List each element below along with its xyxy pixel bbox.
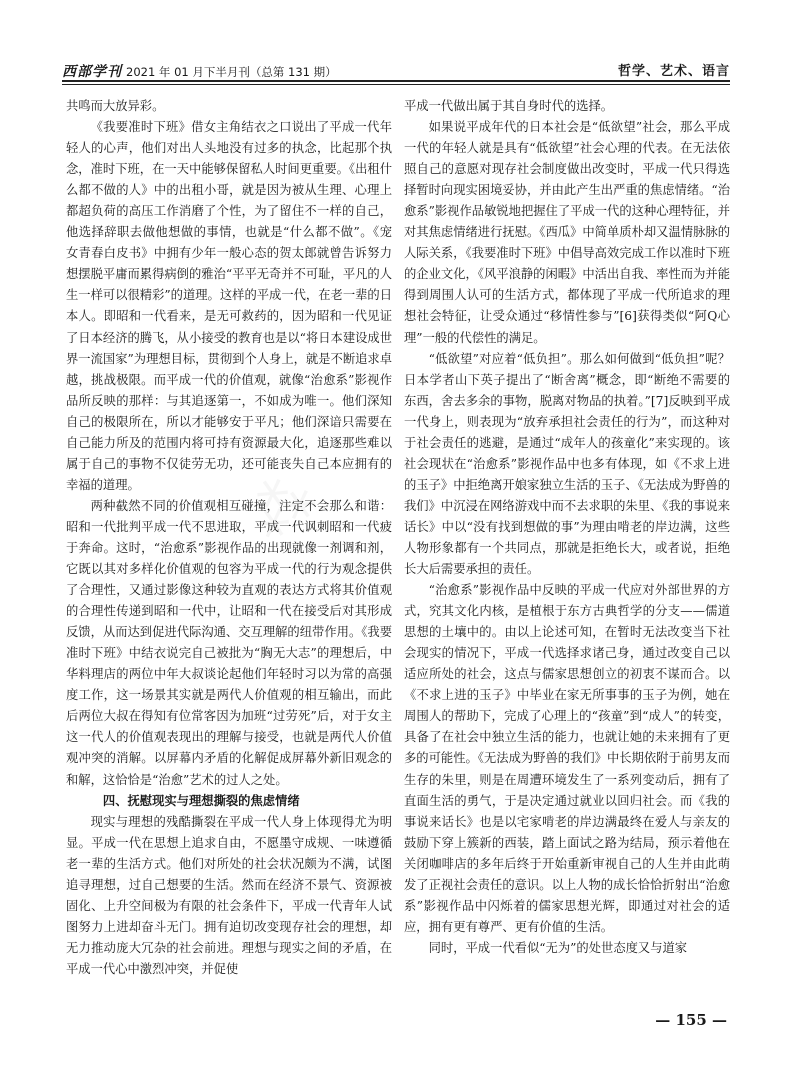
page-number: — 155 — <box>655 1011 727 1029</box>
left-column <box>66 96 392 980</box>
paragraph: “治愈系”影视作品中反映的平成一代应对外部世界的方式，究其文化内核，是植根于东方古典哲学的分支——儒道思想的土壤中的。由以上论述可知，在暂时无法改变当下社会现实的情况下，平成一代选择求诸己身，通过改变自己以适应所处的社会，这点与儒家思想创立的初衷不谋而合。以《不求上进的玉子》中毕业在家无所事事的玉子为例，她在周围人的帮助下，完成了心理上的“孩童”到“成人”的转变，具备了在社会中独立生活的能力，也就让她的未来拥有了更多的可能性。《无法成为野兽的我们》中长期依附于前男友而生存的朱里，则是在周遭环境发生了一系列变动后，拥有了直面生活的勇气，于是决定通过就业以回归社会。而《我的事说来话长》也是以宅家啃老的岸边满最终在爱人与亲友的鼓励下穿上簇新的西装，踏上面试之路为结局，预示着他在关闭咖啡店的多年后终于开始重新审视自己的人生并由此萌发了正视社会责任的意识。以上人物的成长恰恰折射出“治愈系”影视作品中闪烁着的儒家思想光辉，即通过对社会的适应，拥有更有尊严、更有价值的生活。 <box>404 583 731 934</box>
paragraph: 共鸣而大放异彩。 <box>66 99 165 113</box>
paragraph: 如果说平成年代的日本社会是“低欲望”社会，那么平成一代的年轻人就是具有“低欲望”社会心理的代表。在无法依照自己的意愿对现存社会制度做出改变时，平成一代只得选择暂时向现实困境妥协，并由此产生出严重的焦虑情绪。“治愈系”影视作品敏锐地把握住了平成一代的这种心理特征，并对其焦虑情绪进行抚慰。《西瓜》中简单质朴却又温情脉脉的人际关系，《我要准时下班》中倡导高效完成工作以准时下班的企业文化，《风平浪静的闲暇》中活出自我、率性而为并能得到周围人认可的生活方式，都体现了平成一代所追求的理想社会特征，让受众通过“移情性参与”[6]获得类似“阿Q心理”一般的代偿性的满足。 <box>404 120 731 345</box>
section-heading: 四、抚慰现实与理想撕裂的焦虑情绪 <box>102 793 300 808</box>
header-rule-thick <box>62 80 730 82</box>
paragraph: 平成一代做出属于其自身时代的选择。 <box>404 99 614 113</box>
paragraph: 两种截然不同的价值观相互碰撞，注定不会那么和谐：昭和一代批判平成一代不思进取，平成一代讽刺昭和一代疲于奔命。这时，“治愈系”影视作品的出现就像一剂调和剂，它既以其对多样化价值观的包容为平成一代的行为观念提供了合理性，又通过影像这种较为直观的表达方式将其价值观的合理性传递到昭和一代中，让昭和一代在接受后对其形成反馈，从而达到促进代际沟通、交互理解的纽带作用。《我要准时下班》中结衣说完自己被批为“胸无大志”的理想后，中华料理店的两位中年大叔谈论起他们年轻时习以为常的高强度工作，这一场景其实就是两代人价值观的相互输出，而此后两位大叔在得知有位常客因为加班“过劳死”后，对于女主这一代人的价值观表现出的理解与接受，也就是两代人价值观冲突的消解。以屏幕内矛盾的化解促成屏幕外新旧观念的和解，这恰恰是“治愈”艺术的过人之处。 <box>66 498 392 787</box>
journal-logo: 西部学刊 <box>62 64 122 80</box>
paragraph: 同时，平成一代看似“无为”的处世态度又与道家 <box>428 940 688 955</box>
right-column <box>404 96 730 959</box>
paragraph: 《我要准时下班》借女主角结衣之口说出了平成一代年轻人的心声，他们对出人头地没有过多的执念，比起那个执念，准时下班，在一天中能够保留私人时间更重要。《出租什么都不做的人》中的出租小哥，就是因为被从生理、心理上都超负荷的高压工作消磨了个性，为了留住不一样的自己，他选择辞职去做他想做的事情，也就是“什么都不做”。《宠女青春白皮书》中拥有少年一般心态的贺太郎就曾告诉努力想摆脱平庸而累得病倒的雅治“平平无奇并不可耻，平凡的人生一样可以很精彩”的道理。这样的平成一代，在老一辈的日本人。即昭和一代看来，是无可救药的，因为昭和一代见证了日本经济的腾飞，从小接受的教育也是以“将日本建设成世界一流国家”为理想目标，贯彻到个人身上，就是不断追求卓越，挑战极限。而平成一代的价值观，就像“治愈系”影视作品所反映的那样：与其追逐第一，不如成为唯一。他们深知自己的极限所在，所以才能够安于平凡；他们深谙只需要在自己能力所及的范围内将可持有资源最大化，追逐那些难以属于自己的事物不仅徒劳无功，还可能丧失自己本应拥有的幸福的道理。 <box>66 120 393 492</box>
issue-info: 2021 年 01 月下半月刊（总第 131 期） <box>126 65 337 79</box>
header-left <box>62 61 337 81</box>
header-rule-thin <box>62 84 730 85</box>
paragraph: 现实与理想的残酷撕裂在平成一代人身上体现得尤为明显。平成一代在思想上追求自由，不愿墨守成规、一味遵循老一辈的生活方式。他们对所处的社会状况颇为不满，试图追寻理想，过自己想要的生活。然而在经济不景气、资源被固化、上升空间极为有限的社会条件下，平成一代青年人试图努力上进却奋斗无门。拥有迫切改变现存社会的理想，却无力推动庞大冗杂的社会前进。理想与现实之间的矛盾，在平成一代心中激烈冲突，并促使 <box>66 814 392 976</box>
section-title: 哲学、艺术、语言 <box>617 64 730 79</box>
paragraph: “低欲望”对应着“低负担”。那么如何做到“低负担”呢？日本学者山下英子提出了“断舍离”概念，即“断绝不需要的东西，舍去多余的事物，脱离对物品的执着。”[7]反映到平成一代身上，则表现为“放弃承担社会责任的行为”，而这种对于社会责任的逃避，是通过“成年人的孩童化”来实现的。该社会现状在“治愈系”影视作品中也多有体现，如《不求上进的玉子》中拒绝离开娘家独立生活的玉子、《无法成为野兽的我们》中沉浸在网络游戏中而不去求职的朱里、《我的事说来话长》中以“没有找到想做的事”为理由啃老的岸边满，这些人物形象都有一个共同点，那就是拒绝长大，或者说，拒绝长大后需要承担的责任。 <box>404 351 730 577</box>
page-header <box>62 58 730 80</box>
